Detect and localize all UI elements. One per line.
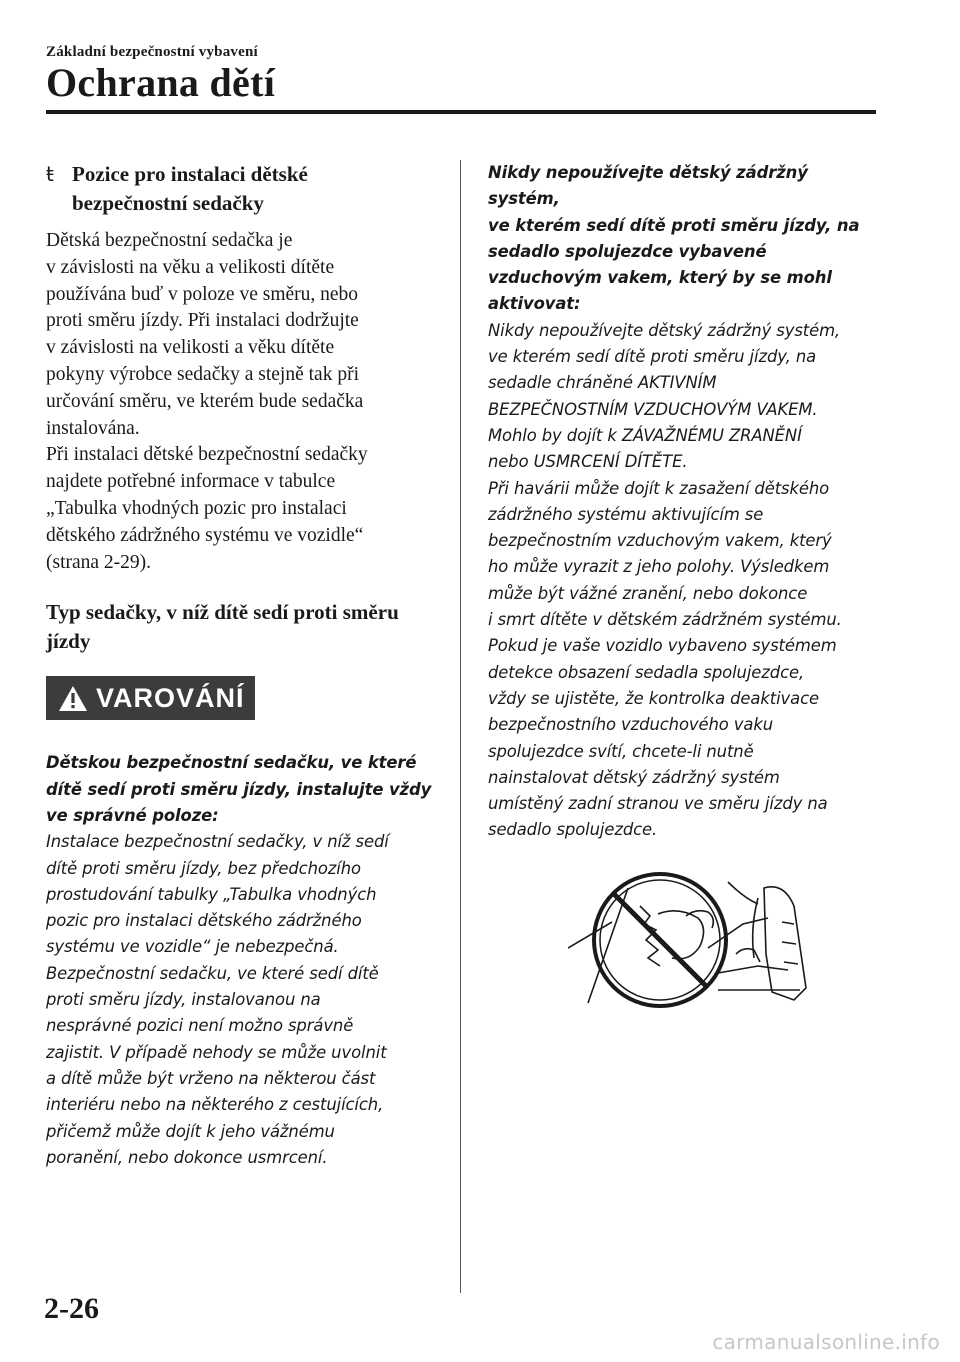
column-divider — [460, 160, 461, 1293]
airbag-warning-body: Nikdy nepoužívejte dětský zádržný systém, ve kterém sedí dítě proti směru jízdy, na sedadle chráněné AKTIVNÍM BEZPEČNOSTNÍM VZDUCHOVÝM VAKEM. Mohlo by dojít k ZÁVAŽNÉMU ZRANĚNÍ nebo USMRCENÍ DÍTĚTE. Při havárii může dojít k zasažení dětského zádržného systému aktivujícím se bezpečnostním vzduchovým vakem, který ho může vyrazit z jeho polohy. Výsledkem může být vážné zranění, nebo dokonce i smrt dítěte v dětském zádržném systému. Pokud je vaše vozidlo vybaveno systémem detekce obsazení sedadla spolujezdce, vždy se ujistěte, že kontrolka deaktivace bezpečnostního vzduchového vaku spolujezdce svítí, chcete-li nutně nainstalovat dětský zádržný systém umístěný zadní stranou ve směru jízdy na sedadlo spolujezdce. — [488, 320, 842, 840]
chapter-label: Základní bezpečnostní vybavení — [46, 44, 258, 60]
seat-type-heading: Typ sedačky, v níž dítě sedí proti směru jízdy — [46, 600, 399, 654]
prohibited-rear-facing-seat-airbag-icon — [568, 858, 828, 1018]
bullet-icon: ŧ — [46, 162, 54, 186]
sub-heading-text: Pozice pro instalaci dětské bezpečnostní sedačky — [72, 162, 308, 215]
warning-label: VAROVÁNÍ — [96, 683, 245, 714]
section-title: Ochrana dětí — [46, 60, 276, 105]
warning-body: Instalace bezpečnostní sedačky, v níž sedí dítě proti směru jízdy, bez předchozího prostudování tabulky „Tabulka vhodných pozic pro instalaci dětského zádržného systému ve vozidle“ je nebezpečná. Bezpečnostní sedačku, ve které sedí dítě proti směru jízdy, instalovanou na nesprávné pozici není možno správně zajistit. V případě nehody se může uvolnit a dítě může být vrženo na některou část interiéru nebo na některého z cestujících, přičemž může dojít k jeho vážnému poranění, nebo dokonce usmrcení. — [46, 832, 389, 1167]
right-column — [488, 160, 878, 844]
intro-paragraph: Dětská bezpečnostní sedačka je v závislosti na věku a velikosti dítěte používána buď v poloze ve směru, nebo proti směru jízdy. Při instalaci dodržujte v závislosti na velikosti a věku dítěte pokyny výrobce sedačky a stejně tak při určování směru, ve kterém bude sedačka instalována. Při instalaci dětské bezpečnostní sedačky najdete potřebné informace v tabulce „Tabulka vhodných pozic pro instalaci dětského zádržného systému ve vozidle“ (strana 2-29). — [46, 230, 368, 573]
page-number: 2-26 — [44, 1292, 99, 1325]
left-column — [46, 160, 436, 1171]
warning-triangle-icon — [58, 685, 88, 712]
warning-badge — [46, 676, 255, 720]
airbag-warning-title: Nikdy nepoužívejte dětský zádržný systém, ve kterém sedí dítě proti směru jízdy, na sedadlo spolujezdce vybavené vzduchovým vakem, který by se mohl aktivovat: — [488, 163, 860, 314]
title-rule — [46, 110, 876, 114]
warning-title: Dětskou bezpečnostní sedačku, ve které dítě sedí proti směru jízdy, instalujte vždy ve správné poloze: — [46, 753, 432, 825]
sub-heading — [46, 160, 436, 218]
watermark: carmanualsonline.info — [712, 1330, 940, 1354]
